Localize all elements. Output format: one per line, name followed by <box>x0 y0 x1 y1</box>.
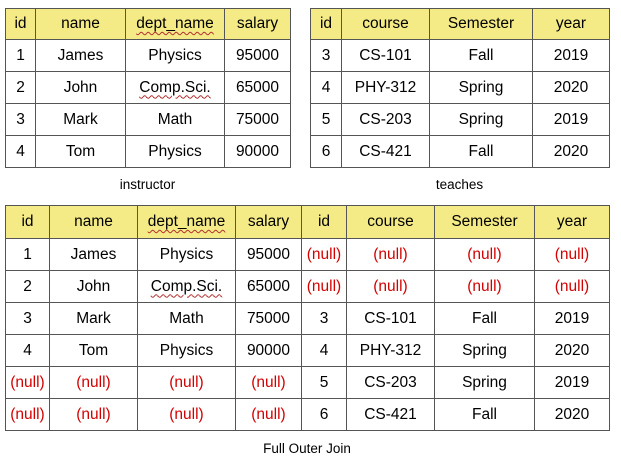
cell: 90000 <box>225 136 291 168</box>
col-header-semester: Semester <box>430 9 533 40</box>
cell: 2019 <box>535 367 610 399</box>
col-header-id: id <box>302 206 347 239</box>
cell: 90000 <box>236 335 302 367</box>
col-header-name: name <box>36 9 126 40</box>
cell: CS-421 <box>342 136 430 168</box>
table-row <box>6 367 610 399</box>
cell: 4 <box>6 335 50 367</box>
table-row <box>6 303 610 335</box>
cell: Spring <box>430 104 533 136</box>
col-header-dept-name: dept_name <box>138 206 236 239</box>
cell: 2 <box>6 72 36 104</box>
cell: Physics <box>126 136 225 168</box>
cell: 3 <box>302 303 347 335</box>
col-header-course: course <box>342 9 430 40</box>
col-header-id: id <box>6 206 50 239</box>
cell: John <box>36 72 126 104</box>
teaches-table <box>310 8 610 168</box>
cell: 6 <box>311 136 342 168</box>
null-cell: (null) <box>50 399 138 431</box>
cell: PHY-312 <box>342 72 430 104</box>
cell: 75000 <box>236 303 302 335</box>
null-cell: (null) <box>347 271 435 303</box>
table-row <box>6 72 291 104</box>
cell: 2 <box>6 271 50 303</box>
table-row <box>311 72 610 104</box>
cell: 95000 <box>225 40 291 72</box>
null-cell: (null) <box>435 271 535 303</box>
join-header-row <box>6 206 610 239</box>
cell: 2020 <box>535 399 610 431</box>
table-row <box>6 335 610 367</box>
cell: 75000 <box>225 104 291 136</box>
table-row <box>6 271 610 303</box>
join-caption: Full Outer Join <box>263 441 351 456</box>
cell: Spring <box>430 72 533 104</box>
table-row <box>6 40 291 72</box>
teaches-caption: teaches <box>435 177 484 192</box>
col-header-name: name <box>50 206 138 239</box>
cell: 1 <box>6 239 50 271</box>
null-cell: (null) <box>50 367 138 399</box>
instructor-caption: instructor <box>119 177 176 192</box>
col-header-semester: Semester <box>435 206 535 239</box>
cell: 3 <box>6 104 36 136</box>
col-header-dept-name: dept_name <box>126 9 225 40</box>
cell: 4 <box>311 72 342 104</box>
cell: CS-203 <box>342 104 430 136</box>
table-row <box>6 136 291 168</box>
cell: 4 <box>302 335 347 367</box>
cell: Spring <box>435 367 535 399</box>
cell: PHY-312 <box>347 335 435 367</box>
cell: Math <box>126 104 225 136</box>
null-cell: (null) <box>535 271 610 303</box>
cell: 4 <box>6 136 36 168</box>
cell: 2019 <box>535 303 610 335</box>
null-cell: (null) <box>302 271 347 303</box>
col-header-salary: salary <box>236 206 302 239</box>
null-cell: (null) <box>6 367 50 399</box>
col-header-year: year <box>533 9 610 40</box>
cell: 65000 <box>225 72 291 104</box>
cell: 2019 <box>533 40 610 72</box>
table-row <box>311 104 610 136</box>
null-cell: (null) <box>347 239 435 271</box>
cell: 2020 <box>535 335 610 367</box>
cell: 95000 <box>236 239 302 271</box>
cell: 2020 <box>533 72 610 104</box>
cell: Fall <box>430 136 533 168</box>
cell: James <box>50 239 138 271</box>
cell: 3 <box>6 303 50 335</box>
table-row <box>6 399 610 431</box>
instructor-table <box>5 8 291 168</box>
cell: Mark <box>50 303 138 335</box>
cell: 5 <box>302 367 347 399</box>
cell: Tom <box>36 136 126 168</box>
cell: 2019 <box>533 104 610 136</box>
teaches-header-row <box>311 9 610 40</box>
cell: 6 <box>302 399 347 431</box>
cell: Math <box>138 303 236 335</box>
instructor-header-row <box>6 9 291 40</box>
cell: Comp.Sci. <box>126 72 225 104</box>
table-row <box>311 40 610 72</box>
cell: CS-101 <box>347 303 435 335</box>
cell: 65000 <box>236 271 302 303</box>
null-cell: (null) <box>535 239 610 271</box>
null-cell: (null) <box>236 399 302 431</box>
cell: CS-203 <box>347 367 435 399</box>
cell: Spring <box>435 335 535 367</box>
table-row <box>6 239 610 271</box>
join-table <box>5 205 610 431</box>
cell: Fall <box>435 303 535 335</box>
col-header-course: course <box>347 206 435 239</box>
col-header-year: year <box>535 206 610 239</box>
col-header-salary: salary <box>225 9 291 40</box>
cell: James <box>36 40 126 72</box>
null-cell: (null) <box>435 239 535 271</box>
cell: 1 <box>6 40 36 72</box>
table-row <box>6 104 291 136</box>
null-cell: (null) <box>236 367 302 399</box>
cell: John <box>50 271 138 303</box>
cell: CS-421 <box>347 399 435 431</box>
cell: Physics <box>126 40 225 72</box>
col-header-id: id <box>311 9 342 40</box>
null-cell: (null) <box>138 367 236 399</box>
cell: Fall <box>435 399 535 431</box>
cell: Fall <box>430 40 533 72</box>
null-cell: (null) <box>138 399 236 431</box>
null-cell: (null) <box>6 399 50 431</box>
table-row <box>311 136 610 168</box>
cell: Tom <box>50 335 138 367</box>
cell: 2020 <box>533 136 610 168</box>
cell: 5 <box>311 104 342 136</box>
col-header-id: id <box>6 9 36 40</box>
cell: Physics <box>138 335 236 367</box>
cell: Mark <box>36 104 126 136</box>
cell: 3 <box>311 40 342 72</box>
cell: Physics <box>138 239 236 271</box>
null-cell: (null) <box>302 239 347 271</box>
cell: CS-101 <box>342 40 430 72</box>
cell: Comp.Sci. <box>138 271 236 303</box>
